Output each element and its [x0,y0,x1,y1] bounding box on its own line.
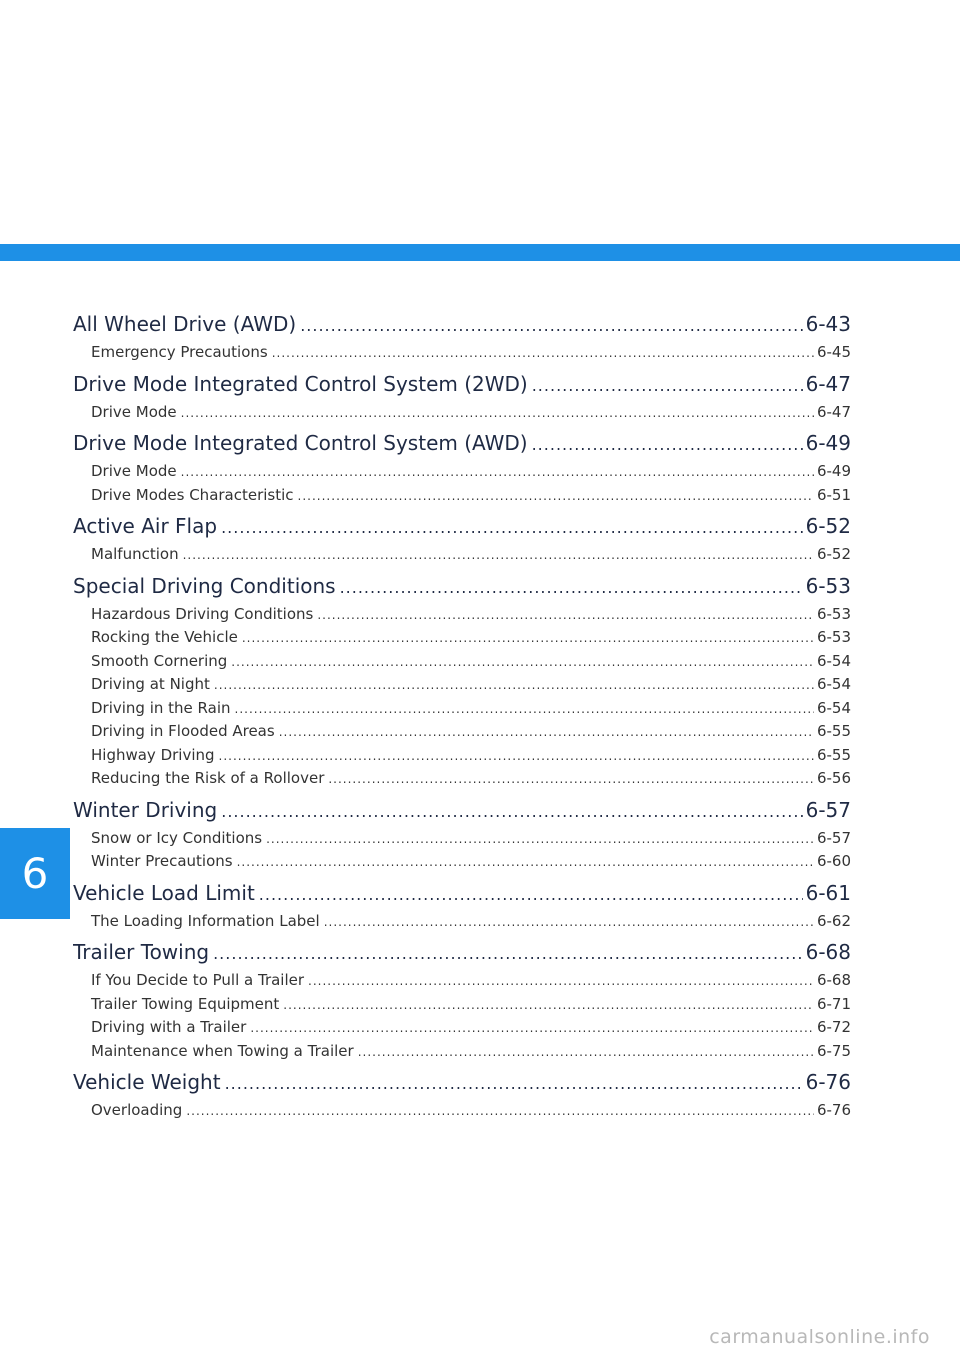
toc-sub-entry[interactable] [73,650,851,674]
toc-sub-entry[interactable] [73,827,851,851]
toc-section [73,937,851,1063]
toc-main-entry-title: Active Air Flap [73,514,218,538]
dot-leader [279,721,814,744]
toc-sub-entry[interactable] [73,341,851,365]
toc-sub-entry-page-number: 6-53 [816,604,851,623]
toc-sub-entry-page-number: 6-56 [816,769,851,787]
toc-sub-entry[interactable] [73,1040,851,1064]
toc-main-entry-page-number: 6-68 [805,940,851,964]
toc-sub-entry-title: Overloading [91,1101,183,1119]
toc-sub-entry-page-number: 6-45 [816,343,851,361]
toc-sub-entry-title: Maintenance when Towing a Trailer [91,1041,354,1060]
toc-sub-entry-page-number: 6-62 [816,911,851,930]
toc-main-entry-title: Vehicle Load Limit [73,880,255,905]
dot-leader [324,911,814,934]
toc-section [73,795,851,874]
toc-sub-entry[interactable] [73,543,851,567]
dot-leader [300,311,802,341]
dot-leader [272,342,814,365]
chapter-header-bar [0,244,960,261]
dot-leader [242,627,814,650]
toc-main-entry[interactable] [73,878,851,910]
toc-main-entry-page-number: 6-53 [805,573,851,598]
toc-sub-entry[interactable] [73,626,851,650]
toc-sub-entry[interactable] [73,1016,851,1040]
toc-main-entry-page-number: 6-57 [805,797,851,822]
toc-sub-entry-title: Smooth Cornering [91,651,228,670]
toc-sub-entry-title: Drive Mode [91,402,177,421]
dot-leader [308,970,814,993]
dot-leader [259,880,803,910]
dot-leader [358,1041,814,1064]
toc-section [73,309,851,365]
toc-sub-entry[interactable] [73,850,851,874]
toc-section [73,878,851,934]
toc-main-entry[interactable] [73,511,851,543]
toc-sub-entry-page-number: 6-53 [816,628,851,646]
toc-sub-entry-page-number: 6-57 [816,828,851,847]
toc-sub-entry-title: Driving in Flooded Areas [91,722,275,740]
toc-sub-entry-title: The Loading Information Label [91,911,320,930]
toc-sub-entry[interactable] [73,767,851,791]
toc-sub-entry-title: Drive Modes Characteristic [91,485,294,504]
toc-sub-entry[interactable] [73,1099,851,1123]
toc-sub-entry[interactable] [73,603,851,627]
toc-sub-entry-page-number: 6-54 [816,698,851,717]
toc-sub-entry-title: Driving in the Rain [91,698,231,717]
toc-main-entry-title: Special Driving Conditions [73,573,336,598]
toc-sub-entry-title: Trailer Towing Equipment [91,994,280,1013]
toc-main-entry-title: All Wheel Drive (AWD) [73,312,297,336]
toc-sub-entry[interactable] [73,720,851,744]
dot-leader [213,939,803,969]
chapter-number: 6 [21,849,49,898]
toc-sub-entry-page-number: 6-60 [816,852,851,870]
toc-section [73,511,851,567]
dot-leader [298,485,814,508]
dot-leader [317,604,814,627]
toc-sub-entry-page-number: 6-47 [816,402,851,421]
dot-leader [183,544,814,567]
toc-section [73,1067,851,1123]
toc-sub-entry[interactable] [73,993,851,1017]
toc-sub-entry-page-number: 6-71 [816,994,851,1013]
toc-main-entry-page-number: 6-47 [805,371,851,396]
toc-sub-entry[interactable] [73,673,851,697]
toc-sub-entry[interactable] [73,484,851,508]
dot-leader [235,698,814,721]
toc-sub-entry[interactable] [73,969,851,993]
toc-main-entry[interactable] [73,369,851,401]
toc-sub-entry-title: Malfunction [91,545,179,563]
toc-main-entry[interactable] [73,937,851,969]
toc-sub-entry[interactable] [73,460,851,484]
dot-leader [340,573,803,603]
toc-sub-entry-page-number: 6-76 [816,1101,851,1119]
toc-sub-entry-title: Emergency Precautions [91,343,268,361]
dot-leader [214,674,814,697]
toc-sub-entry[interactable] [73,910,851,934]
dot-leader [181,402,814,425]
dot-leader [266,828,814,851]
toc-main-entry[interactable] [73,571,851,603]
toc-main-entry-title: Drive Mode Integrated Control System (AWD) [73,431,528,455]
toc-sub-entry-page-number: 6-54 [816,675,851,693]
toc-main-entry[interactable] [73,428,851,460]
toc-sub-entry-page-number: 6-72 [816,1018,851,1036]
toc-sub-entry-title: Driving with a Trailer [91,1018,247,1036]
toc-sub-entry-page-number: 6-55 [816,722,851,740]
toc-sub-entry-title: If You Decide to Pull a Trailer [91,971,305,989]
toc-sub-entry-page-number: 6-51 [816,485,851,504]
toc-main-entry[interactable] [73,309,851,341]
toc-sub-entry-title: Rocking the Vehicle [91,628,238,646]
dot-leader [532,430,803,460]
toc-sub-entry-title: Snow or Icy Conditions [91,828,263,847]
dot-leader [186,1100,814,1123]
toc-section [73,571,851,791]
toc-main-entry-title: Trailer Towing [73,940,210,964]
toc-section [73,428,851,507]
toc-sub-entry-title: Hazardous Driving Conditions [91,604,314,623]
toc-sub-entry[interactable] [73,744,851,768]
toc-sub-entry-page-number: 6-54 [816,651,851,670]
toc-main-entry[interactable] [73,795,851,827]
dot-leader [328,768,814,791]
toc-sub-entry-title: Highway Driving [91,745,215,764]
toc-main-entry-title: Drive Mode Integrated Control System (2WD) [73,371,528,396]
toc-sub-entry-page-number: 6-68 [816,971,851,989]
dot-leader [219,745,814,768]
toc-sub-entry-title: Reducing the Risk of a Rollover [91,769,325,787]
dot-leader [221,513,803,543]
toc-sub-entry-title: Drive Mode [91,462,177,480]
toc-main-entry-title: Winter Driving [73,797,218,822]
toc-sub-entry[interactable] [73,697,851,721]
toc-sub-entry-title: Driving at Night [91,675,210,693]
dot-leader [250,1017,814,1040]
toc-main-entry-page-number: 6-61 [805,880,851,905]
toc-main-entry-page-number: 6-52 [805,514,851,538]
dot-leader [231,651,814,674]
toc-main-entry-page-number: 6-49 [805,431,851,455]
toc-main-entry-page-number: 6-43 [805,312,851,336]
dot-leader [181,461,814,484]
toc-sub-entry-page-number: 6-75 [816,1041,851,1060]
dot-leader [237,851,814,874]
toc-main-entry-page-number: 6-76 [805,1070,851,1094]
dot-leader [225,1069,803,1099]
toc-main-entry-title: Vehicle Weight [73,1070,221,1094]
toc-sub-entry-page-number: 6-49 [816,462,851,480]
toc-section [73,369,851,425]
table-of-contents [73,309,851,1127]
dot-leader [221,797,802,827]
toc-main-entry[interactable] [73,1067,851,1099]
dot-leader [532,371,803,401]
chapter-tab[interactable] [0,828,70,919]
watermark: carmanualsonline.info [709,1326,930,1348]
dot-leader [283,994,814,1017]
toc-sub-entry-page-number: 6-55 [816,745,851,764]
toc-sub-entry-page-number: 6-52 [816,545,851,563]
toc-sub-entry[interactable] [73,401,851,425]
toc-sub-entry-title: Winter Precautions [91,852,233,870]
